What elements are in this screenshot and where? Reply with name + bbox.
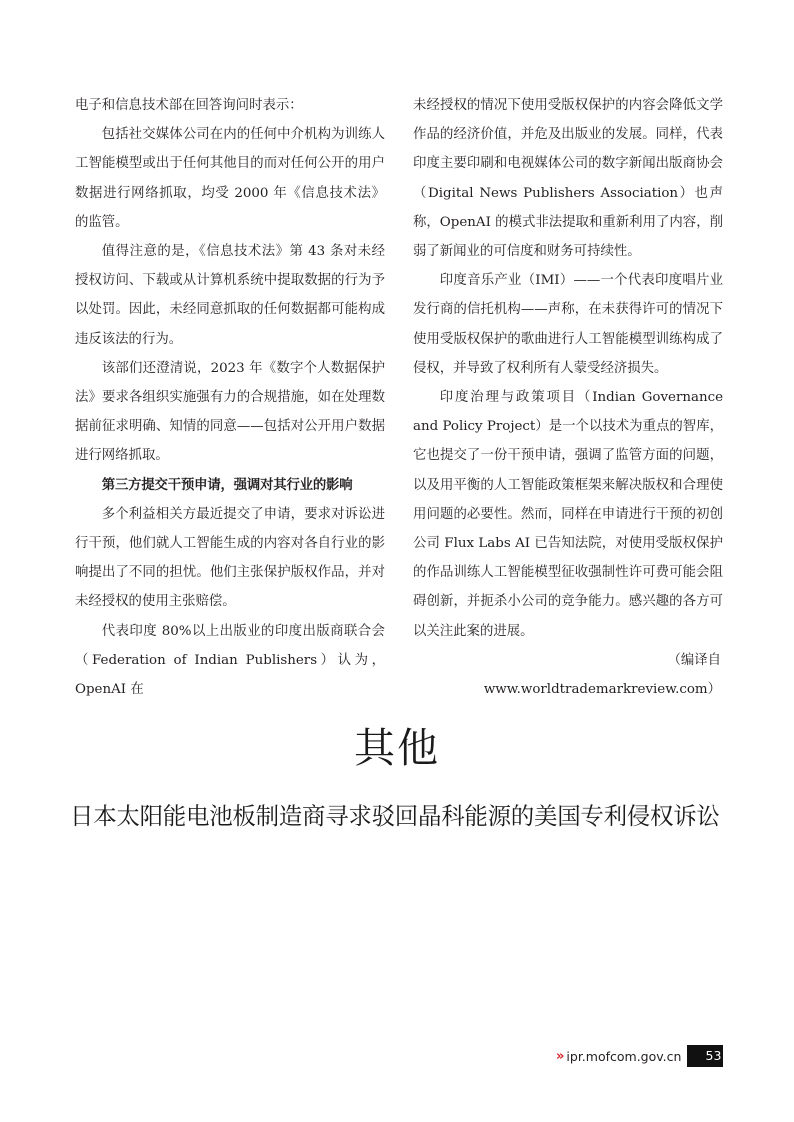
paragraph: 包括社交媒体公司在内的任何中介机构为训练人工智能模型或出于任何其他目的而对任何公开的用户数据进行网络抓取，均受 2000 年《信息技术法》的监管。	[75, 127, 385, 230]
paragraph: 代表印度 80%以上出版业的印度出版商联合会（Federation of Indian Publishers）认为，OpenAI 在	[75, 623, 385, 698]
paragraph: 该部们还澄清说，2023 年《数字个人数据保护法》要求各组织实施强有力的合规措施，如在处理数据前征求明确、知情的同意——包括对公开用户数据进行网络抓取。	[75, 360, 385, 464]
left-column	[75, 91, 385, 704]
paragraph: 电子和信息技术部在回答询问时表示：	[75, 98, 303, 113]
right-column	[413, 91, 723, 704]
paragraph: 值得注意的是，《信息技术法》第 43 条对未经授权访问、下载或从计算机系统中提取数据的行为予以处罚。因此，未经同意抓取的任何数据都可能构成违反该法的行为。	[75, 244, 385, 347]
paragraph: 印度音乐产业（IMI）——一个代表印度唱片业发行商的信托机构——声称，在未获得许可的情况下使用受版权保护的歌曲进行人工智能模型训练构成了侵权，并导致了权利所有人蒙受经济损失。	[413, 273, 723, 376]
source-credit: （编译自 www.worldtrademarkreview.com）	[483, 652, 721, 698]
page-number: 53	[687, 1045, 723, 1067]
article-headline: 日本太阳能电池板制造商寻求驳回晶科能源的美国专利侵权诉讼	[70, 802, 720, 830]
double-chevron-icon: »	[556, 1048, 563, 1064]
paragraph: 多个利益相关方最近提交了申请，要求对诉讼进行干预，他们就人工智能生成的内容对各自行业的影响提出了不同的担忧。他们主张保护版权作品，并对未经授权的使用主张赔偿。	[75, 506, 385, 610]
section-title: 其他	[354, 724, 440, 772]
paragraph: 未经授权的情况下使用受版权保护的内容会降低文学作品的经济价值，并危及出版业的发展。同样，代表印度主要印刷和电视媒体公司的数字新闻出版商协会（Digital News Publishers Association）也声称，OpenAI 的模式非法提取和重新利用了内容，削弱了新闻业的可信度和财务可持续性。	[413, 98, 723, 260]
footer-url: ipr.mofcom.gov.cn	[566, 1048, 682, 1064]
subheading: 第三方提交干预申请，强调对其行业的影响	[101, 477, 353, 493]
page-footer	[556, 1044, 723, 1068]
paragraph: 印度治理与政策项目（Indian Governance and Policy Project）是一个以技术为重点的智库，它也提交了一份干预申请，强调了监管方面的问题，以及用平衡的人工智能政策框架来解决版权和合理使用问题的必要性。然而，同样在申请进行干预的初创公司 Flux Labs AI 已告知法院，对使用受版权保护的作品训练人工智能模型征收强制性许可费可能会阻碍创新，并扼杀小公司的竞争能力。感兴趣的各方可以关注此案的进展。	[413, 390, 723, 639]
